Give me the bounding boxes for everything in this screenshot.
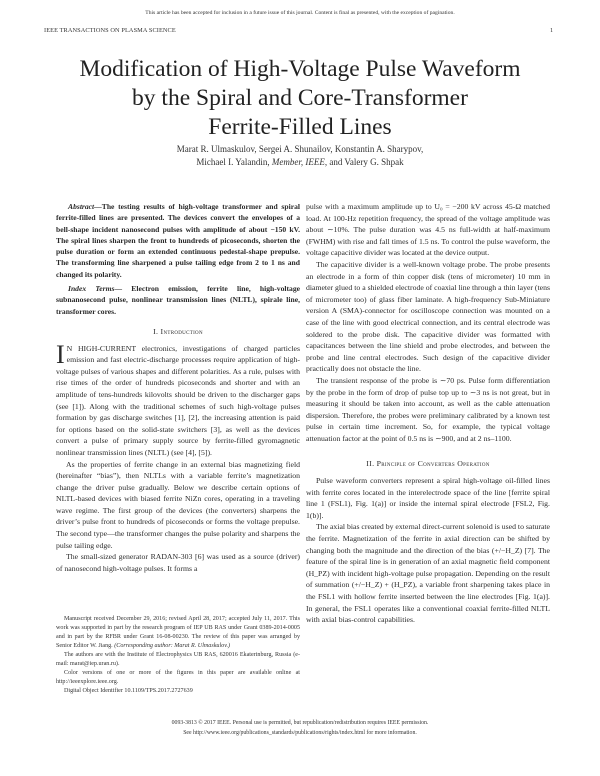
footnote-received [56,615,300,651]
body-paragraph: The transient response of the probe is ∼70 ps. Pulse form differentiation by the probe in the form of drop of pulse top up to ∼3 ns is not great, but in measuring it should be taken into account, as well as the cable attenuation dispersion. Therefore, the probes were preliminary calibrated by a known test pulse in certain time increment. So, for example, the typical voltage attenuation factor at the point of 0.5 ns is ∼900, and at 2 ns–1100. [306,375,550,443]
footnotes [56,615,300,696]
intro-paragraph-3: The small-sized generator RADAN-303 [6] was used as a source (driver) of nanosecond high-voltage pulses. It forms a [56,552,300,573]
abstract-text: The testing results of high-voltage transformer and spiral ferrite-filled lines are presented. The devices convert the envelopes of a bell-shape incident nanosecond pulses with amplitude of about −150 kV. The spiral lines sharpen the front to hundreds of picoseconds, shorten the pulse duration or form an extended continuous pedestal-shape prepulse. The transforming line sharpened a pulse tailing edge from 2 to 1 ns and changed its polarity. [56,202,300,279]
title-line-2: by the Spiral and Core-Transformer [132,85,468,111]
journal-running-head: IEEE TRANSACTIONS ON PLASMA SCIENCE [44,27,176,34]
copyright-notice [0,719,600,738]
footnote-color: Color versions of one or more of the figures in this paper are available online at http://ieeexplore.ieee.org. [56,670,300,685]
footnote-text: Manuscript received December 29, 2016; revised April 28, 2017; accepted July 11, 2017. This work was supported in part by the research program of IEP UB RAS under Grant 0389-2014-0005 and in part by the RFBR under Grant 16-08-00230. The review of this paper was arranged by Senior Editor W. Jiang. [56,616,300,649]
section-heading-principle [306,458,550,470]
copyright-line-1: 0093-3813 © 2017 IEEE. Personal use is permitted, but republication/redistribution requires IEEE permission. [171,720,429,726]
title-line-3: Ferrite-Filled Lines [208,114,392,140]
footnote-doi: Digital Object Identifier 10.1109/TPS.2017.2727639 [64,688,193,694]
index-terms-text: Electron emission, ferrite line, high-voltage subnanosecond pulse, nonlinear transmission lines (NLTL), spirale line, transformer cores. [56,284,301,316]
abstract-label: Abstract— [68,202,102,211]
abstract [56,201,300,280]
author-name: Michael I. Yalandin, [196,156,272,167]
member-designation: Member, IEEE [271,156,325,167]
author-list [0,143,600,168]
intro-paragraph-1 [56,339,300,459]
right-column [306,201,550,626]
section-title: Principle of Converters Operation [376,459,490,469]
author-name: , and Valery G. Shpak [324,156,404,167]
section-title: Introduction [160,326,203,336]
body-paragraph: Pulse waveform converters represent a spiral high-voltage oil-filled lines with ferrite cores located in the interelectrode space of the line [ferrite spiral line 1 (FSL1), Fig. 1(a)] or inside the internal spiral electrode [FSL2, Fig. 1(b)]. [306,476,550,520]
left-column [56,201,300,574]
drop-cap: I [56,339,65,369]
corresponding-author: (Corresponding author: Marat R. Ulmaskulov.) [114,643,231,649]
index-terms [56,283,300,317]
body-paragraph: pulse with a maximum amplitude up to U₀ = −200 kV across 45-Ω matched load. At 100-Hz repetition frequency, the spread of the voltage amplitude was about ∼10%. The pulse duration was 4.5 ns full-width at half-maximum (FWHM) with rise and fall times of 1.5 ns. To control the pulse waveform, the voltage capacitive divider was located at the device output. [306,202,550,258]
footnote-affiliation: The authors are with the Institute of Electrophysics UB RAS, 620016 Ekaterinburg, Russia (e-mail: marat@iep.uran.ru). [56,652,300,667]
copyright-line-2: See http://www.ieee.org/publications_standards/publications/rights/index.html for more information. [183,729,417,736]
section-heading-introduction [56,326,300,338]
paper-title [0,55,600,142]
acceptance-notice: This article has been accepted for inclusion in a future issue of this journal. Content is final as presented, with the exception of pagination. [145,10,455,16]
section-number: II. [366,459,377,469]
section-number: I. [153,326,161,336]
authors-line-1: Marat R. Ulmaskulov, Sergei A. Shunailov, Konstantin A. Sharypov, [176,144,424,154]
paragraph-text: N HIGH-CURRENT electronics, investigations of charged particles emission and fast electric-discharge processes require application of high-voltage pulses of various shapes and different polarities. As a rule, pulses with rise times of the order of hundreds picoseconds and shorter and with an amplitude of tens-hundreds kilovolts should be driven to the discharger gaps (see [1]). Along with the traditional schemes of such high-voltage pulses formation by gas discharge switches [1], [2], the increasing attention is paid for options based on the solid-state switchers [3], as well as the devices convert a pulse of primary supply source by ferrite-filled gyromagnetic nonlinear transmission lines (NLTL) (see [4], [5]). [56,343,300,457]
index-terms-label: Index Terms— [68,284,123,294]
title-line-1: Modification of High-Voltage Pulse Waveform [79,56,521,82]
intro-paragraph-2: As the properties of ferrite change in an external bias magnetizing field (hereinafter “bias”), then NLTLs with a variable ferrite’s magnetization change the driver pulse gradually. Below we describe certain options of NLTL-based devices with biased ferrite NiZn cores, operating in a traveling wave regime. The first group of the devices (the converters) sharpens the driver’s pulse front to hundreds of picoseconds or forms the voltage prepulse. The second type—the transformer changes the pulse polarity and sharpens the pulse tailing edge. [56,459,300,550]
body-paragraph: The capacitive divider is a well-known voltage probe. The probe presents an electrode in a form of thin copper disk (tens of micrometer) 10 mm in diameter glued to a shielded electrode of coaxial line through a thin layer (tens of micrometer too) of glass fiber laminate. A high-frequency Sub-Miniature version A (SMA)-connector for oscilloscope connection was mounted on a case of the line with good electrical connection, and its central electrode was soldered to the probe disk. The capacitive divider was formatted with capacitances between the line shield and probe electrodes, and between the probe and line central electrodes. Such design of the capacitive divider practically does not obstacle the line. [306,259,550,374]
page-number: 1 [550,27,554,34]
authors-line-2 [0,156,600,169]
body-paragraph: The axial bias created by external direct-current solenoid is used to saturate the ferrite. Magnetization of the ferrite in axial direction can be shifted by changing both the magnitude and the direction of the bias (+/−H_Z) [7]. The feature of the spiral line is in generation of an axial magnetic field component (H_PZ) with incident high-voltage pulse propagation. Depending on the result of summation (+/−H_Z) + (H_PZ), a variable front sharpening takes place in the FSL1 with hollow ferrite inserted between the line electrodes [Fig. 1(a)]. In general, the FSL1 operates like a conventional coaxial ferrite-filled NLTL with axial bias-control capabilities. [306,522,550,625]
